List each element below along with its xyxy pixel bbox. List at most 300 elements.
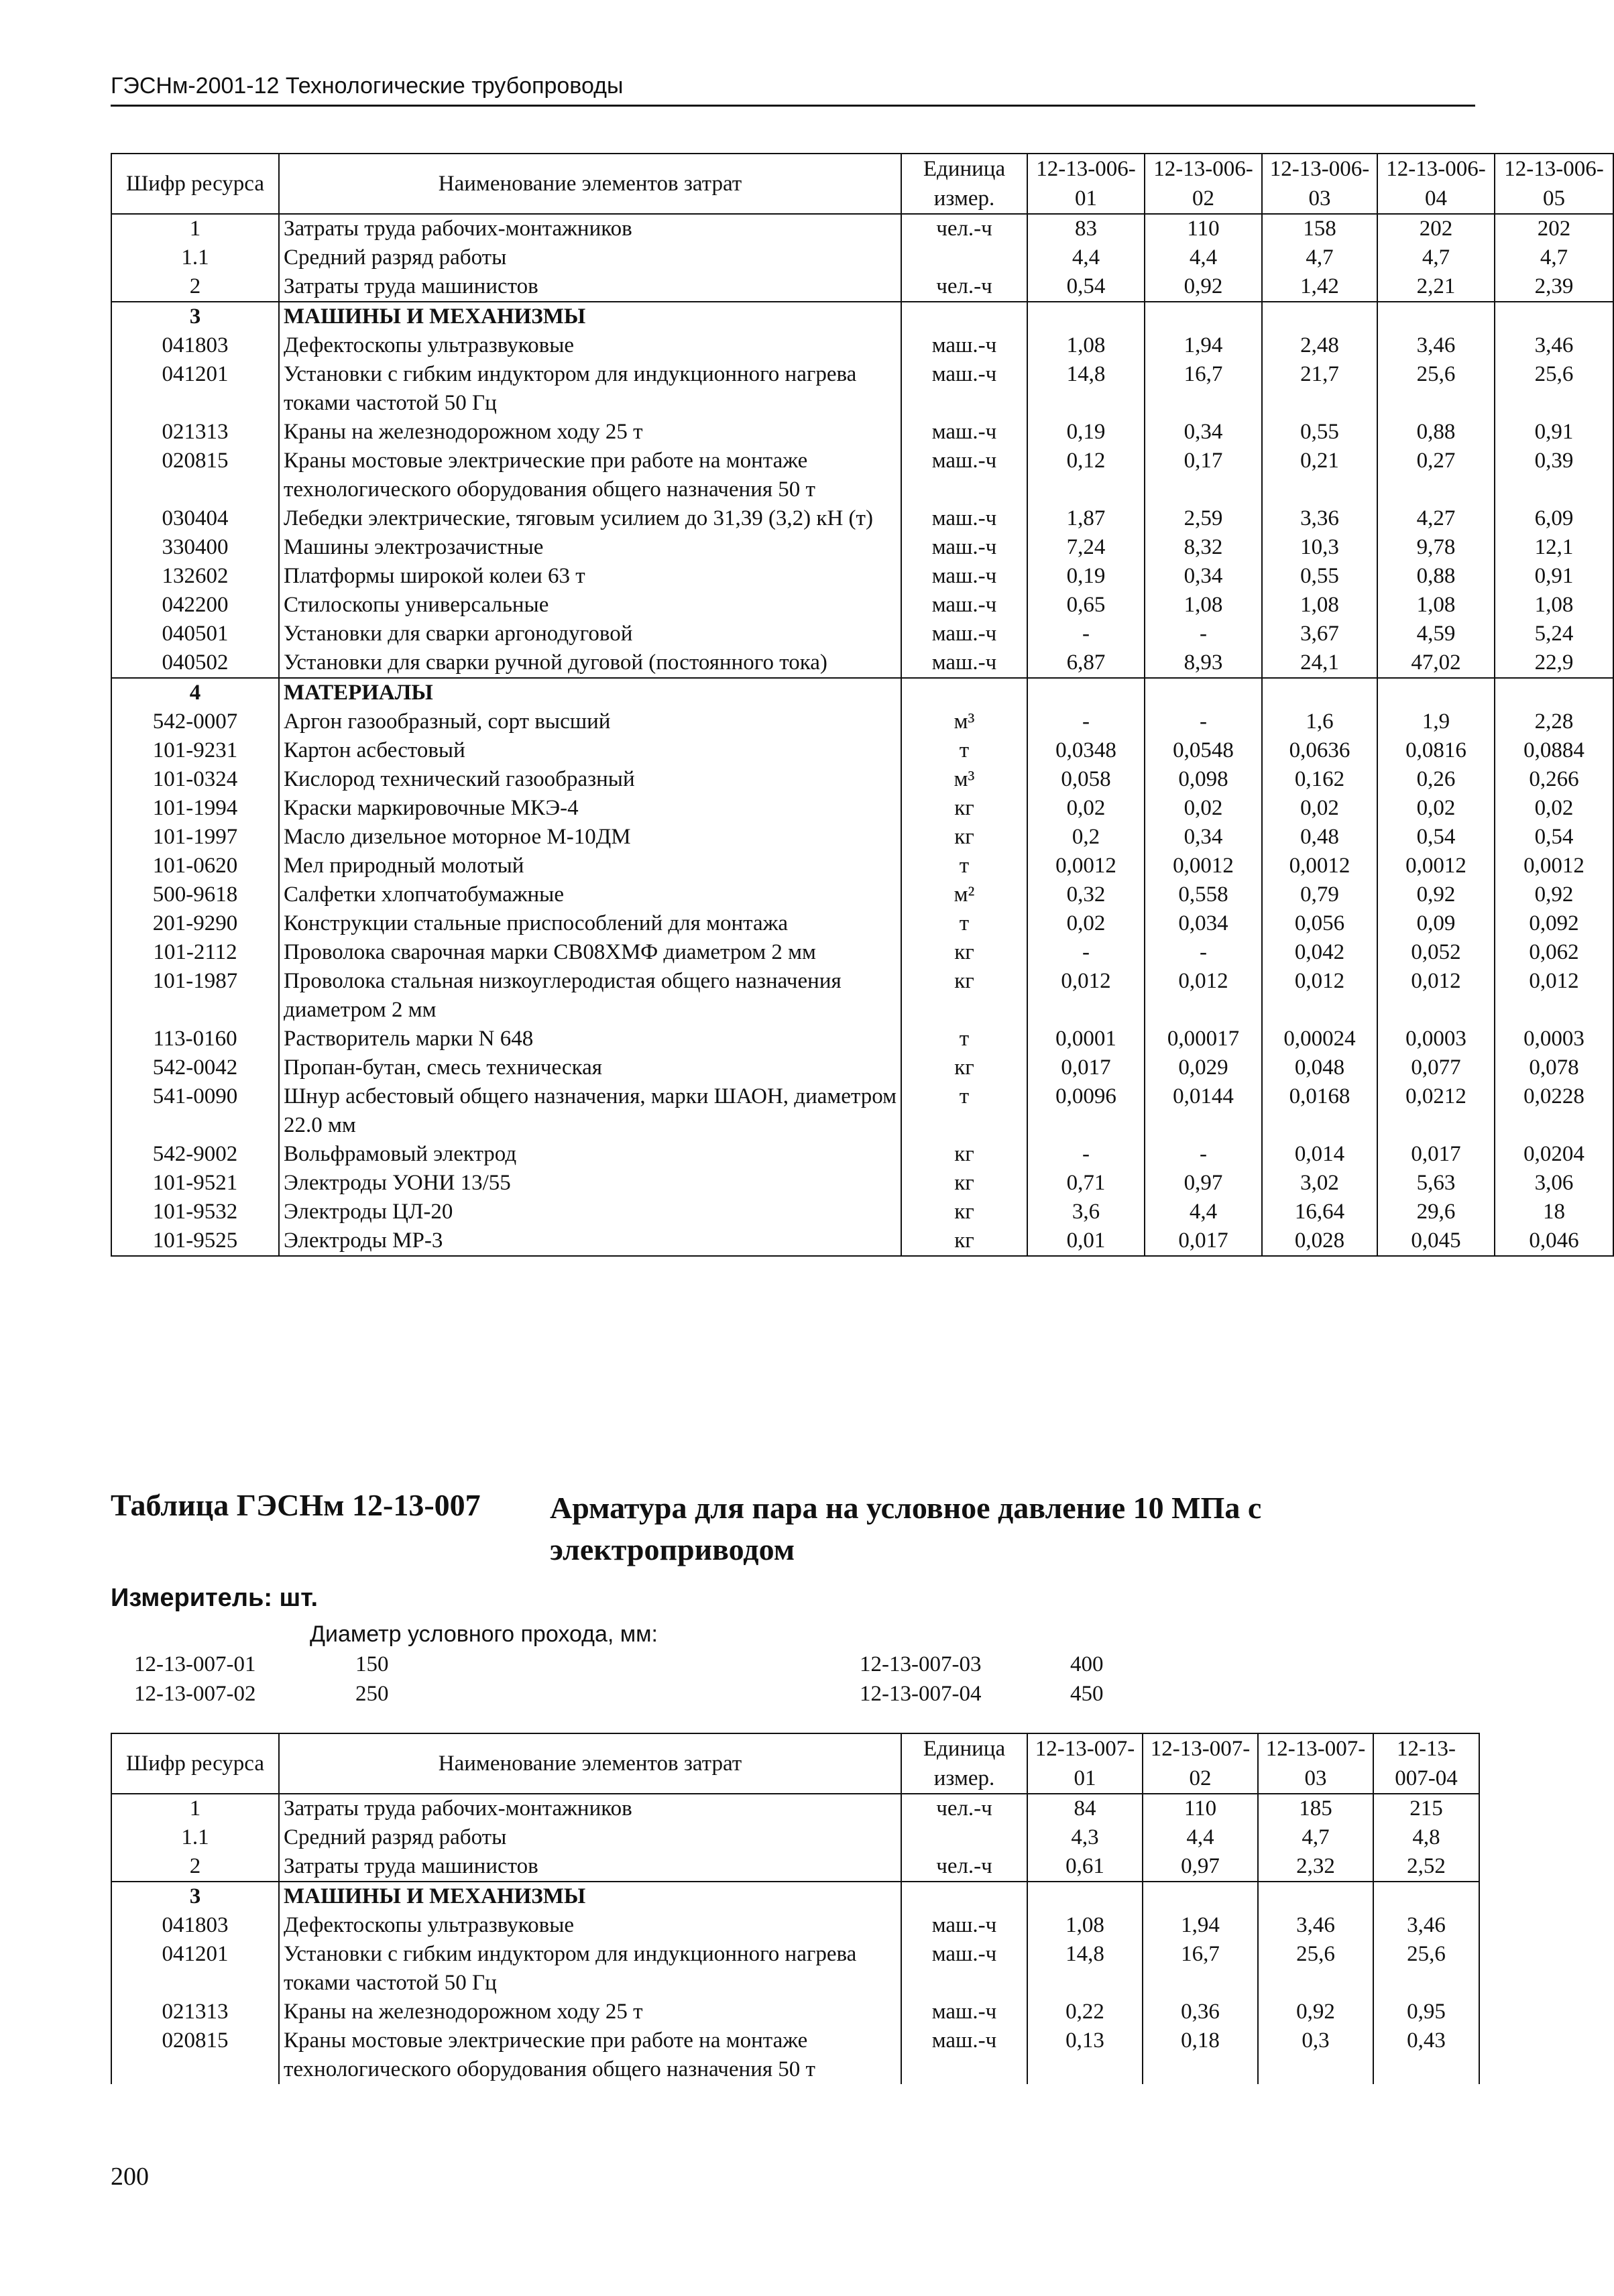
resource-code-cell: 542-0042 [111, 1053, 279, 1082]
value-cell: 0,012 [1495, 967, 1613, 1025]
value-cell: 0,098 [1145, 765, 1262, 794]
resource-code-cell: 101-1987 [111, 967, 279, 1025]
value-cell: 0,39 [1495, 447, 1613, 504]
unit-cell: т [901, 909, 1027, 938]
table-title: Арматура для пара на условное давление 10 МПа с электроприводом [550, 1491, 1262, 1566]
value-cell: 22,9 [1495, 648, 1613, 678]
value-cell: 0,92 [1258, 1998, 1373, 2026]
value-cell: 16,7 [1145, 360, 1262, 418]
value-cell: 0,01 [1027, 1226, 1145, 1256]
table-row [111, 765, 1613, 794]
value-cell [1027, 302, 1145, 331]
value-cell: 0,0884 [1495, 736, 1613, 765]
table-row [111, 1082, 1613, 1140]
unit-cell: кг [901, 794, 1027, 823]
value-cell [1495, 302, 1613, 331]
value-cell: 10,3 [1262, 533, 1377, 562]
value-cell: 0,062 [1495, 938, 1613, 967]
resource-code-cell: 542-9002 [111, 1140, 279, 1169]
value-cell: 0,558 [1145, 880, 1262, 909]
value-cell: 7,24 [1027, 533, 1145, 562]
unit-cell: маш.-ч [901, 1911, 1027, 1940]
value-cell: 0,54 [1495, 823, 1613, 852]
value-cell: 14,8 [1027, 360, 1145, 418]
value-cell: 158 [1262, 214, 1377, 243]
table-row [111, 880, 1613, 909]
page-number: 200 [111, 2163, 149, 2191]
resource-name-cell: Электроды ЦЛ-20 [279, 1198, 901, 1226]
value-cell: 0,0204 [1495, 1140, 1613, 1169]
table-row [111, 707, 1613, 736]
value-cell: 0,65 [1027, 591, 1145, 620]
value-cell: 0,02 [1027, 909, 1145, 938]
resource-code-cell: 041803 [111, 1911, 279, 1940]
table-row [111, 909, 1613, 938]
table-row [111, 938, 1613, 967]
resource-code-cell: 042200 [111, 591, 279, 620]
value-cell: 0,0012 [1495, 852, 1613, 880]
value-cell: 3,02 [1262, 1169, 1377, 1198]
value-cell: 0,12 [1027, 447, 1145, 504]
value-cell: 3,6 [1027, 1198, 1145, 1226]
resource-name-cell: Растворитель марки N 648 [279, 1025, 901, 1053]
unit-cell: маш.-ч [901, 1998, 1027, 2026]
resource-name-cell: Краны на железнодорожном ходу 25 т [279, 418, 901, 447]
header-cell: Шифр ресурса [111, 1733, 279, 1794]
table-header-row [111, 154, 1613, 214]
table-row [111, 360, 1613, 418]
value-cell: 3,46 [1258, 1911, 1373, 1940]
value-cell: 1,9 [1377, 707, 1495, 736]
value-cell: 4,3 [1027, 1823, 1143, 1852]
value-cell: 0,00024 [1262, 1025, 1377, 1053]
value-cell: 4,4 [1027, 243, 1145, 272]
resource-table-006 [111, 153, 1614, 1257]
resource-name-cell: Машины электрозачистные [279, 533, 901, 562]
code-label: 12-13-007-02 [134, 1682, 256, 1706]
value-cell: 4,27 [1377, 504, 1495, 533]
resource-name-cell: Установки с гибким индуктором для индукционного нагрева токами частотой 50 Гц [279, 360, 901, 418]
value-cell [1262, 678, 1377, 707]
value-cell: 185 [1258, 1794, 1373, 1823]
value-cell: - [1145, 938, 1262, 967]
resource-code-cell: 101-0324 [111, 765, 279, 794]
code-label: 12-13-007-03 [860, 1652, 982, 1676]
resource-code-cell: 101-9525 [111, 1226, 279, 1256]
resource-code-cell: 4 [111, 678, 279, 707]
value-cell: 0,02 [1377, 794, 1495, 823]
table-header-row [111, 1733, 1479, 1794]
resource-code-cell: 2 [111, 272, 279, 302]
value-cell: 5,24 [1495, 620, 1613, 648]
value-cell: 0,058 [1027, 765, 1145, 794]
value-cell: 0,61 [1027, 1852, 1143, 1882]
unit-cell: маш.-ч [901, 620, 1027, 648]
unit-cell: маш.-ч [901, 418, 1027, 447]
resource-name-cell: Затраты труда рабочих-монтажников [279, 1794, 901, 1823]
value-cell [1258, 1882, 1373, 1911]
value-cell: 2,48 [1262, 331, 1377, 360]
value-cell: 0,2 [1027, 823, 1145, 852]
resource-name-cell: Мел природный молотый [279, 852, 901, 880]
header-cell: 12-13-007-03 [1258, 1733, 1373, 1794]
unit-cell: кг [901, 967, 1027, 1025]
resource-code-cell: 041803 [111, 331, 279, 360]
resource-name-cell: Конструкции стальные приспособлений для монтажа [279, 909, 901, 938]
value-cell: 0,91 [1495, 418, 1613, 447]
resource-name-cell: Проволока сварочная марки СВ08ХМФ диаметром 2 мм [279, 938, 901, 967]
resource-name-cell: Картон асбестовый [279, 736, 901, 765]
value-cell: 0,22 [1027, 1998, 1143, 2026]
resource-name-cell: Кислород технический газообразный [279, 765, 901, 794]
value-cell: 0,017 [1027, 1053, 1145, 1082]
resource-name-cell: Краны мостовые электрические при работе на монтаже технологического оборудования общего назначения 50 т [279, 2026, 901, 2084]
table-row [111, 272, 1613, 302]
value-cell: 1,08 [1145, 591, 1262, 620]
resource-name-cell: Электроды УОНИ 13/55 [279, 1169, 901, 1198]
value-cell [1373, 1882, 1479, 1911]
resource-code-cell: 021313 [111, 1998, 279, 2026]
value-cell: 1,87 [1027, 504, 1145, 533]
header-cell: 12-13-006-03 [1262, 154, 1377, 214]
unit-cell [901, 302, 1027, 331]
table-row [111, 1025, 1613, 1053]
value-cell: 0,54 [1377, 823, 1495, 852]
value-cell: 0,0012 [1262, 852, 1377, 880]
code-value: 400 [1070, 1652, 1104, 1676]
value-cell: 4,7 [1258, 1823, 1373, 1852]
table-row [111, 794, 1613, 823]
value-cell: 16,64 [1262, 1198, 1377, 1226]
resource-name-cell: Проволока стальная низкоуглеродистая общего назначения диаметром 2 мм [279, 967, 901, 1025]
value-cell: 2,59 [1145, 504, 1262, 533]
value-cell: 29,6 [1377, 1198, 1495, 1226]
resource-code-cell: 3 [111, 1882, 279, 1911]
value-cell: 0,48 [1262, 823, 1377, 852]
resource-name-cell: МАТЕРИАЛЫ [279, 678, 901, 707]
value-cell [1495, 678, 1613, 707]
unit-cell: м³ [901, 765, 1027, 794]
resource-code-cell: 040502 [111, 648, 279, 678]
value-cell: 0,02 [1145, 794, 1262, 823]
table-row [111, 620, 1613, 648]
value-cell: 0,19 [1027, 418, 1145, 447]
unit-cell [901, 678, 1027, 707]
value-cell: 0,09 [1377, 909, 1495, 938]
value-cell: 0,92 [1495, 880, 1613, 909]
value-cell: 0,0012 [1027, 852, 1145, 880]
resource-name-cell: Средний разряд работы [279, 1823, 901, 1852]
value-cell: 12,1 [1495, 533, 1613, 562]
table-row [111, 1140, 1613, 1169]
value-cell: - [1027, 620, 1145, 648]
value-cell: 0,97 [1143, 1852, 1258, 1882]
value-cell: 0,0012 [1145, 852, 1262, 880]
unit-cell [901, 243, 1027, 272]
value-cell: 1,08 [1262, 591, 1377, 620]
unit-cell: кг [901, 1140, 1027, 1169]
table-row [111, 1911, 1479, 1940]
value-cell: 3,06 [1495, 1169, 1613, 1198]
value-cell: - [1027, 707, 1145, 736]
resource-name-cell: Дефектоскопы ультразвуковые [279, 331, 901, 360]
resource-code-cell: 030404 [111, 504, 279, 533]
value-cell: 0,92 [1145, 272, 1262, 302]
unit-cell: маш.-ч [901, 562, 1027, 591]
unit-cell: маш.-ч [901, 591, 1027, 620]
value-cell: 0,012 [1145, 967, 1262, 1025]
resource-table-007 [111, 1733, 1480, 2084]
value-cell: 2,28 [1495, 707, 1613, 736]
table-row [111, 678, 1613, 707]
unit-cell: маш.-ч [901, 533, 1027, 562]
value-cell: 0,029 [1145, 1053, 1262, 1082]
value-cell: 4,4 [1145, 1198, 1262, 1226]
unit-cell: маш.-ч [901, 447, 1027, 504]
resource-name-cell: Затраты труда машинистов [279, 272, 901, 302]
value-cell: 25,6 [1373, 1940, 1479, 1998]
table-row [111, 214, 1613, 243]
header-cell: 12-13-006-05 [1495, 154, 1613, 214]
value-cell: 0,0636 [1262, 736, 1377, 765]
unit-cell: чел.-ч [901, 1794, 1027, 1823]
resource-code-cell: 021313 [111, 418, 279, 447]
value-cell [1027, 1882, 1143, 1911]
unit-cell: т [901, 736, 1027, 765]
resource-code-cell: 101-2112 [111, 938, 279, 967]
header-cell: Наименование элементов затрат [279, 154, 901, 214]
value-cell: - [1027, 1140, 1145, 1169]
value-cell: 0,27 [1377, 447, 1495, 504]
value-cell: 4,7 [1495, 243, 1613, 272]
value-cell: 0,077 [1377, 1053, 1495, 1082]
value-cell: 0,052 [1377, 938, 1495, 967]
value-cell: 0,0001 [1027, 1025, 1145, 1053]
resource-code-cell: 3 [111, 302, 279, 331]
header-cell: 12-13-007-04 [1373, 1733, 1479, 1794]
value-cell: 4,4 [1145, 243, 1262, 272]
resource-code-cell: 201-9290 [111, 909, 279, 938]
unit-cell: т [901, 852, 1027, 880]
value-cell: 0,3 [1258, 2026, 1373, 2084]
header-cell: 12-13-007-02 [1143, 1733, 1258, 1794]
resource-name-cell: Дефектоскопы ультразвуковые [279, 1911, 901, 1940]
unit-cell: маш.-ч [901, 504, 1027, 533]
unit-cell: кг [901, 1169, 1027, 1198]
measure-label: Измеритель: [111, 1584, 272, 1612]
unit-cell: чел.-ч [901, 214, 1027, 243]
value-cell: 0,34 [1145, 418, 1262, 447]
value-cell: 16,7 [1143, 1940, 1258, 1998]
resource-name-cell: Лебедки электрические, тяговым усилием до 31,39 (3,2) кН (т) [279, 504, 901, 533]
value-cell [1145, 678, 1262, 707]
value-cell: 0,012 [1027, 967, 1145, 1025]
value-cell: 6,87 [1027, 648, 1145, 678]
resource-code-cell: 132602 [111, 562, 279, 591]
resource-name-cell: Установки с гибким индуктором для индукционного нагрева токами частотой 50 Гц [279, 1940, 901, 1998]
unit-cell: маш.-ч [901, 1940, 1027, 1998]
value-cell: 0,88 [1377, 418, 1495, 447]
resource-name-cell: Электроды МР-3 [279, 1226, 901, 1256]
value-cell: 3,46 [1377, 331, 1495, 360]
resource-code-cell: 330400 [111, 533, 279, 562]
value-cell: 21,7 [1262, 360, 1377, 418]
value-cell: 0,55 [1262, 562, 1377, 591]
unit-cell: м² [901, 880, 1027, 909]
table-row [111, 533, 1613, 562]
value-cell [1145, 302, 1262, 331]
code-label: 12-13-007-04 [860, 1682, 982, 1706]
code-value: 150 [355, 1652, 389, 1676]
value-cell: 0,0548 [1145, 736, 1262, 765]
resource-name-cell: Установки для сварки аргонодуговой [279, 620, 901, 648]
value-cell: 0,162 [1262, 765, 1377, 794]
resource-name-cell: Шнур асбестовый общего назначения, марки ШАОН, диаметром 22.0 мм [279, 1082, 901, 1140]
value-cell: 1,08 [1377, 591, 1495, 620]
value-cell: 3,67 [1262, 620, 1377, 648]
resource-name-cell: Краски маркировочные МКЭ-4 [279, 794, 901, 823]
table-row [111, 1794, 1479, 1823]
resource-code-cell: 500-9618 [111, 880, 279, 909]
table-row [111, 1852, 1479, 1882]
value-cell: 1,6 [1262, 707, 1377, 736]
value-cell: 25,6 [1377, 360, 1495, 418]
unit-cell: кг [901, 938, 1027, 967]
value-cell: 0,92 [1377, 880, 1495, 909]
value-cell: 0,012 [1262, 967, 1377, 1025]
value-cell: 0,34 [1145, 823, 1262, 852]
resource-code-cell: 040501 [111, 620, 279, 648]
resource-code-cell: 113-0160 [111, 1025, 279, 1053]
value-cell: 14,8 [1027, 1940, 1143, 1998]
unit-cell: кг [901, 1198, 1027, 1226]
resource-name-cell: Затраты труда машинистов [279, 1852, 901, 1882]
header-cell: Единица измер. [901, 154, 1027, 214]
value-cell: 1,08 [1027, 331, 1145, 360]
code-value: 450 [1070, 1682, 1104, 1706]
resource-code-cell: 020815 [111, 2026, 279, 2084]
resource-name-cell: МАШИНЫ И МЕХАНИЗМЫ [279, 1882, 901, 1911]
value-cell: 0,0144 [1145, 1082, 1262, 1140]
table-row [111, 331, 1613, 360]
resource-code-cell: 101-1994 [111, 794, 279, 823]
table-row [111, 1823, 1479, 1852]
value-cell: 0,0348 [1027, 736, 1145, 765]
value-cell: 83 [1027, 214, 1145, 243]
value-cell: 4,7 [1262, 243, 1377, 272]
value-cell: 4,59 [1377, 620, 1495, 648]
header-cell: Единица измер. [901, 1733, 1027, 1794]
value-cell: 0,0228 [1495, 1082, 1613, 1140]
value-cell: 4,8 [1373, 1823, 1479, 1852]
value-cell: 0,0003 [1495, 1025, 1613, 1053]
value-cell: 0,02 [1495, 794, 1613, 823]
table-row [111, 562, 1613, 591]
table-row [111, 823, 1613, 852]
value-cell [1262, 302, 1377, 331]
value-cell: 2,39 [1495, 272, 1613, 302]
value-cell: 0,0816 [1377, 736, 1495, 765]
header-cell: 12-13-007-01 [1027, 1733, 1143, 1794]
unit-cell [901, 1823, 1027, 1852]
table-row [111, 591, 1613, 620]
resource-code-cell: 041201 [111, 1940, 279, 1998]
value-cell: 0,97 [1145, 1169, 1262, 1198]
code-value: 250 [355, 1682, 389, 1706]
unit-cell [901, 1882, 1027, 1911]
value-cell: 3,36 [1262, 504, 1377, 533]
resource-code-cell: 101-0620 [111, 852, 279, 880]
value-cell: 0,048 [1262, 1053, 1377, 1082]
value-cell: 0,028 [1262, 1226, 1377, 1256]
table-row [111, 648, 1613, 678]
resource-code-cell: 2 [111, 1852, 279, 1882]
value-cell [1377, 302, 1495, 331]
table-row [111, 1169, 1613, 1198]
value-cell: 25,6 [1258, 1940, 1373, 1998]
value-cell: 3,46 [1373, 1911, 1479, 1940]
unit-cell: маш.-ч [901, 331, 1027, 360]
table-row [111, 243, 1613, 272]
value-cell: 0,014 [1262, 1140, 1377, 1169]
value-cell: 0,34 [1145, 562, 1262, 591]
value-cell: 0,54 [1027, 272, 1145, 302]
value-cell: 0,26 [1377, 765, 1495, 794]
unit-cell: чел.-ч [901, 1852, 1027, 1882]
value-cell: 25,6 [1495, 360, 1613, 418]
resource-name-cell: Платформы широкой колеи 63 т [279, 562, 901, 591]
table-row [111, 1882, 1479, 1911]
value-cell: 8,93 [1145, 648, 1262, 678]
header-cell: 12-13-006-02 [1145, 154, 1262, 214]
value-cell: 110 [1143, 1794, 1258, 1823]
header-cell: Наименование элементов затрат [279, 1733, 901, 1794]
header-title: ГЭСНм-2001-12 Технологические трубопроводы [111, 73, 624, 99]
unit-cell: т [901, 1025, 1027, 1053]
value-cell: 0,00017 [1145, 1025, 1262, 1053]
resource-code-cell: 1 [111, 214, 279, 243]
table-row [111, 504, 1613, 533]
value-cell: 0,55 [1262, 418, 1377, 447]
value-cell: 215 [1373, 1794, 1479, 1823]
value-cell: 0,017 [1145, 1226, 1262, 1256]
table-row [111, 302, 1613, 331]
value-cell: - [1145, 620, 1262, 648]
resource-code-cell: 101-9231 [111, 736, 279, 765]
value-cell [1143, 1882, 1258, 1911]
resource-code-cell: 1.1 [111, 1823, 279, 1852]
value-cell: 5,63 [1377, 1169, 1495, 1198]
value-cell: 0,078 [1495, 1053, 1613, 1082]
resource-code-cell: 020815 [111, 447, 279, 504]
resource-code-cell: 101-9521 [111, 1169, 279, 1198]
value-cell: 0,43 [1373, 2026, 1479, 2084]
unit-cell: маш.-ч [901, 360, 1027, 418]
resource-name-cell: Средний разряд работы [279, 243, 901, 272]
table-row [111, 1998, 1479, 2026]
resource-code-cell: 1.1 [111, 243, 279, 272]
value-cell: 0,21 [1262, 447, 1377, 504]
value-cell: 0,02 [1262, 794, 1377, 823]
value-cell: 84 [1027, 1794, 1143, 1823]
resource-name-cell: Аргон газообразный, сорт высший [279, 707, 901, 736]
value-cell [1377, 678, 1495, 707]
value-cell: 1,08 [1027, 1911, 1143, 1940]
table-row [111, 1198, 1613, 1226]
value-cell: 1,94 [1143, 1911, 1258, 1940]
resource-code-cell: 1 [111, 1794, 279, 1823]
resource-name-cell: Стилоскопы универсальные [279, 591, 901, 620]
